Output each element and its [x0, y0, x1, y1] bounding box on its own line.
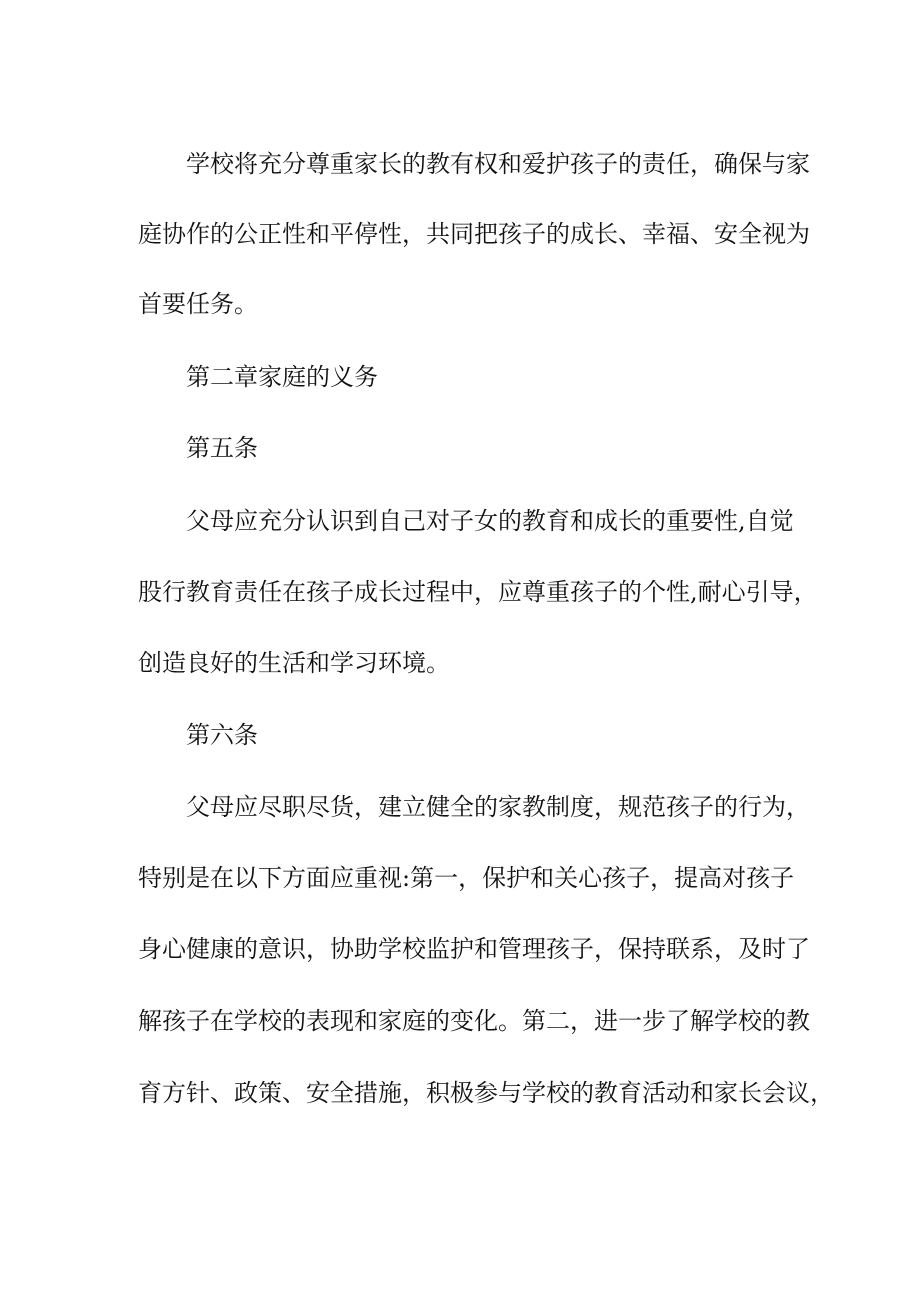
paragraph-3-line-2: 特别是在以下方面应重视:第一，保护和关心孩子，提高对孩子 — [138, 864, 795, 892]
article-5-heading: 第五条 — [186, 434, 258, 462]
paragraph-2-line-2: 股行教育责任在孩子成长过程中，应尊重孩子的个性,耐心引导， — [138, 578, 818, 606]
paragraph-1-line-1: 学校将充分尊重家长的教有权和爱护孩子的责任，确保与家 — [186, 150, 810, 178]
paragraph-1-line-2: 庭协作的公正性和平停性，共同把孩子的成长、幸福、安全视为 — [138, 220, 810, 248]
article-6-heading: 第六条 — [186, 721, 258, 749]
paragraph-1-line-3: 首要任务。 — [138, 290, 258, 318]
paragraph-2-line-1: 父母应充分认识到自己对子女的教育和成长的重要性,自觉 — [186, 507, 794, 535]
paragraph-3-line-3: 身心健康的意识，协助学校监护和管理孩子，保持联系，及时了 — [138, 935, 810, 963]
paragraph-3-line-5: 育方针、政策、安全措施，积极参与学校的教育活动和家长会议， — [138, 1079, 834, 1107]
paragraph-2-line-3: 创造良好的生活和学习环境。 — [138, 649, 450, 677]
paragraph-3-line-4: 解孩子在学校的表现和家庭的变化。第二，进一步了解学校的教 — [138, 1007, 810, 1035]
chapter-heading: 第二章家庭的义务 — [186, 363, 378, 391]
paragraph-3-line-1: 父母应尽职尽货，建立健全的家教制度，规范孩子的行为， — [186, 793, 810, 821]
